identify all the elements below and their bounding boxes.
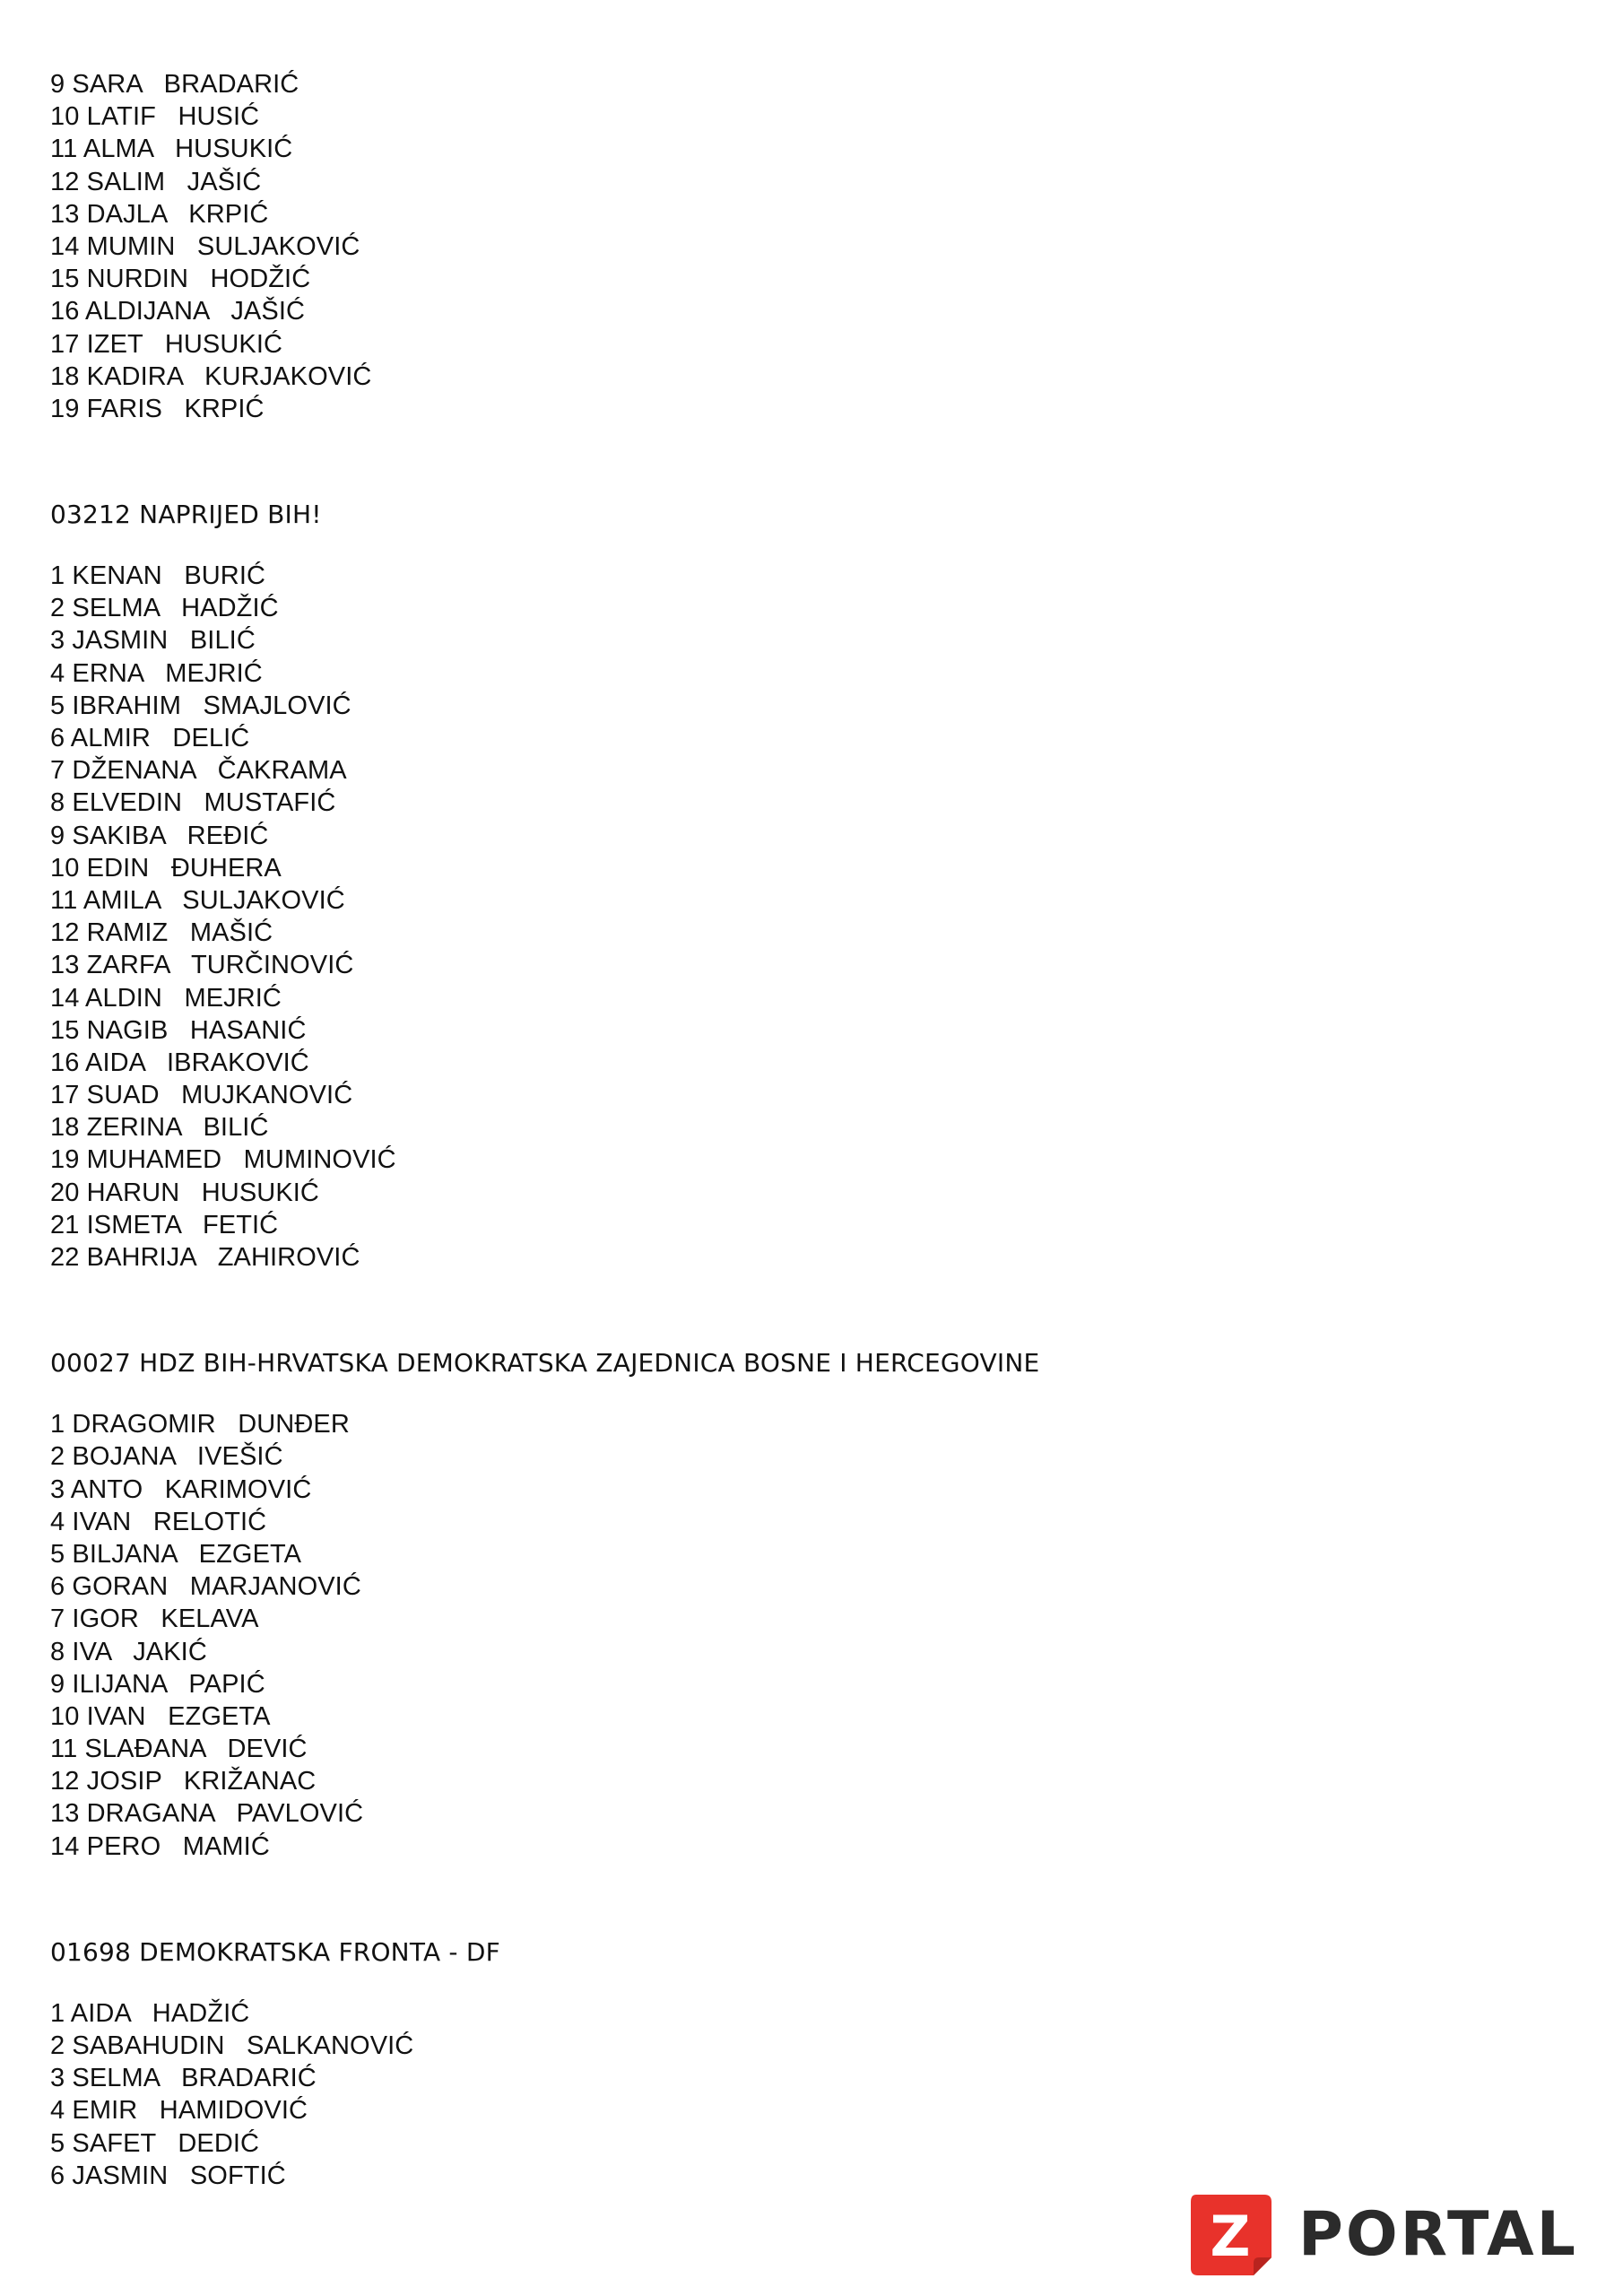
candidate-first-name: ELVEDIN bbox=[72, 788, 183, 818]
candidate-first-name: BOJANA bbox=[72, 1442, 176, 1472]
candidate-last-name: KURJAKOVIĆ bbox=[204, 361, 372, 391]
candidate-number: 9 bbox=[50, 70, 65, 99]
candidate-row bbox=[50, 1014, 1575, 1047]
candidate-row bbox=[50, 1636, 1575, 1668]
candidate-row bbox=[50, 68, 1575, 100]
candidate-first-name: ANTO bbox=[70, 1474, 143, 1504]
candidate-row bbox=[50, 852, 1575, 884]
candidate-row bbox=[50, 263, 1575, 295]
candidate-first-name: AIDA bbox=[85, 1048, 145, 1077]
candidate-first-name: SELMA bbox=[72, 2064, 160, 2093]
candidate-last-name: BRADARIĆ bbox=[181, 2064, 317, 2093]
candidate-row bbox=[50, 657, 1575, 690]
candidate-last-name: MAMIĆ bbox=[182, 1831, 270, 1861]
candidate-first-name: LATIF bbox=[86, 102, 156, 132]
candidate-number: 19 bbox=[50, 394, 80, 423]
candidate-last-name: TURČINOVIĆ bbox=[190, 951, 354, 980]
candidate-first-name: FARIS bbox=[86, 394, 162, 423]
candidate-first-name: ALMIR bbox=[70, 724, 151, 752]
candidate-last-name: JAŠIĆ bbox=[187, 167, 262, 196]
candidate-first-name: ERNA bbox=[72, 658, 143, 688]
candidate-first-name: SALIM bbox=[86, 167, 166, 196]
candidate-last-name: HUSUKIĆ bbox=[175, 135, 293, 164]
candidate-number: 7 bbox=[50, 1605, 65, 1634]
candidate-number: 13 bbox=[50, 951, 80, 980]
candidate-last-name: KRIŽANAC bbox=[183, 1767, 317, 1796]
candidate-number: 18 bbox=[50, 1113, 80, 1143]
candidate-list bbox=[50, 1997, 1575, 2192]
candidate-number: 6 bbox=[50, 1572, 65, 1602]
candidate-number: 2 bbox=[50, 1442, 65, 1472]
candidate-last-name: IBRAKOVIĆ bbox=[167, 1048, 309, 1077]
candidate-row bbox=[50, 1177, 1575, 1209]
candidate-first-name: BAHRIJA bbox=[86, 1243, 196, 1272]
party-section bbox=[50, 499, 1575, 1274]
candidate-number: 17 bbox=[50, 329, 80, 359]
candidate-first-name: SABAHUDIN bbox=[72, 2031, 225, 2060]
candidate-last-name: ČAKRAMA bbox=[217, 756, 347, 786]
candidate-row bbox=[50, 754, 1575, 787]
candidate-row bbox=[50, 1047, 1575, 1079]
candidate-last-name: JAKIĆ bbox=[133, 1637, 207, 1666]
candidate-number: 6 bbox=[50, 2161, 65, 2190]
candidate-row bbox=[50, 1241, 1575, 1274]
candidate-number: 5 bbox=[50, 1539, 65, 1569]
candidate-last-name: RELOTIĆ bbox=[152, 1507, 267, 1536]
candidate-row bbox=[50, 560, 1575, 592]
candidate-first-name: SLAĐANA bbox=[84, 1735, 205, 1764]
candidate-first-name: KENAN bbox=[72, 561, 162, 591]
candidate-last-name: BRADARIĆ bbox=[163, 70, 299, 99]
candidate-first-name: IVAN bbox=[86, 1701, 146, 1731]
candidate-last-name: DUNĐER bbox=[238, 1410, 350, 1439]
candidate-last-name: HODŽIĆ bbox=[210, 265, 311, 294]
candidate-first-name: NAGIB bbox=[86, 1015, 169, 1045]
candidate-last-name: JAŠIĆ bbox=[230, 297, 306, 326]
document-page bbox=[50, 68, 1575, 2192]
candidate-first-name: GORAN bbox=[72, 1572, 169, 1602]
candidate-last-name: ZAHIROVIĆ bbox=[217, 1243, 360, 1272]
candidate-row bbox=[50, 198, 1575, 230]
candidate-last-name: HUSUKIĆ bbox=[164, 329, 283, 359]
candidate-number: 14 bbox=[50, 983, 80, 1013]
candidate-number: 10 bbox=[50, 102, 80, 132]
party-title: 01698 DEMOKRATSKA FRONTA - DF bbox=[50, 1936, 500, 1967]
candidate-last-name: KARIMOVIĆ bbox=[164, 1474, 312, 1504]
candidate-number: 10 bbox=[50, 1701, 80, 1731]
candidate-row bbox=[50, 884, 1575, 917]
candidate-number: 12 bbox=[50, 167, 80, 196]
candidate-first-name: JASMIN bbox=[72, 2161, 169, 2190]
candidate-row bbox=[50, 1765, 1575, 1797]
candidate-last-name: MUSTAFIĆ bbox=[204, 788, 336, 818]
candidate-row bbox=[50, 1408, 1575, 1440]
candidate-last-name: SULJAKOVIĆ bbox=[196, 231, 360, 261]
candidate-number: 15 bbox=[50, 265, 80, 294]
candidate-row bbox=[50, 820, 1575, 852]
candidate-first-name: EDIN bbox=[86, 853, 150, 883]
candidate-row bbox=[50, 1603, 1575, 1635]
candidate-row bbox=[50, 1209, 1575, 1241]
candidate-first-name: ZERINA bbox=[86, 1113, 181, 1143]
candidate-first-name: SAKIBA bbox=[72, 821, 166, 850]
candidate-number: 5 bbox=[50, 691, 65, 720]
candidate-number: 19 bbox=[50, 1145, 80, 1175]
candidate-first-name: DRAGANA bbox=[86, 1799, 215, 1829]
candidate-number: 17 bbox=[50, 1081, 80, 1110]
candidate-first-name: JASMIN bbox=[72, 626, 169, 656]
candidate-number: 21 bbox=[50, 1210, 80, 1239]
candidate-number: 10 bbox=[50, 853, 80, 883]
candidate-last-name: PAPIĆ bbox=[188, 1669, 265, 1699]
candidate-first-name: PERO bbox=[86, 1831, 161, 1861]
candidate-row bbox=[50, 1474, 1575, 1506]
candidate-first-name: MUMIN bbox=[86, 231, 176, 261]
candidate-first-name: DRAGOMIR bbox=[72, 1410, 216, 1439]
candidate-number: 11 bbox=[50, 135, 78, 164]
candidate-number: 3 bbox=[50, 1474, 65, 1504]
candidate-first-name: SAFET bbox=[72, 2128, 156, 2158]
candidate-number: 20 bbox=[50, 1178, 80, 1207]
candidate-row bbox=[50, 1144, 1575, 1176]
candidate-number: 8 bbox=[50, 1637, 65, 1666]
candidate-number: 9 bbox=[50, 821, 65, 850]
logo-mark-letter: Z bbox=[1210, 2204, 1251, 2269]
candidate-row bbox=[50, 166, 1575, 198]
candidate-first-name: AMILA bbox=[82, 885, 161, 915]
candidate-first-name: ALDIN bbox=[85, 983, 162, 1013]
candidate-last-name: HADŽIĆ bbox=[181, 594, 279, 623]
candidate-number: 13 bbox=[50, 1799, 80, 1829]
candidate-first-name: MUHAMED bbox=[86, 1145, 222, 1175]
candidate-number: 15 bbox=[50, 1015, 80, 1045]
candidate-first-name: IGOR bbox=[72, 1605, 139, 1634]
candidate-row bbox=[50, 787, 1575, 819]
candidate-row bbox=[50, 133, 1575, 165]
candidate-last-name: MUMINOVIĆ bbox=[243, 1145, 396, 1175]
candidate-row bbox=[50, 2030, 1575, 2062]
candidate-number: 8 bbox=[50, 788, 65, 818]
candidate-number: 16 bbox=[50, 297, 80, 326]
candidate-row bbox=[50, 1797, 1575, 1830]
candidate-last-name: DEVIĆ bbox=[227, 1735, 308, 1764]
candidate-last-name: MAŠIĆ bbox=[189, 918, 273, 948]
candidate-last-name: DEDIĆ bbox=[178, 2128, 260, 2158]
candidate-last-name: BILIĆ bbox=[203, 1113, 269, 1143]
candidate-row bbox=[50, 624, 1575, 657]
candidate-row bbox=[50, 1668, 1575, 1700]
candidate-first-name: JOSIP bbox=[86, 1767, 162, 1796]
candidate-first-name: ALMA bbox=[82, 135, 153, 164]
candidate-number: 16 bbox=[50, 1048, 80, 1077]
candidate-number: 7 bbox=[50, 756, 65, 786]
candidate-last-name: SMAJLOVIĆ bbox=[203, 691, 352, 720]
candidate-last-name: HUSUKIĆ bbox=[201, 1178, 319, 1207]
candidate-row bbox=[50, 2094, 1575, 2126]
candidate-first-name: DŽENANA bbox=[72, 756, 196, 786]
candidate-first-name: IZET bbox=[86, 329, 143, 359]
candidate-first-name: KADIRA bbox=[86, 361, 183, 391]
candidate-list bbox=[50, 1408, 1575, 1863]
continued-candidate-list bbox=[50, 68, 1575, 425]
candidate-last-name: SOFTIĆ bbox=[189, 2161, 286, 2190]
candidate-row bbox=[50, 722, 1575, 754]
candidate-number: 13 bbox=[50, 199, 80, 229]
candidate-row bbox=[50, 328, 1575, 361]
candidate-first-name: BILJANA bbox=[72, 1539, 178, 1569]
candidate-last-name: EZGETA bbox=[168, 1701, 271, 1731]
candidate-number: 1 bbox=[50, 561, 65, 591]
candidate-last-name: MEJRIĆ bbox=[184, 983, 282, 1013]
candidate-row bbox=[50, 917, 1575, 949]
candidate-row bbox=[50, 100, 1575, 133]
candidate-first-name: EMIR bbox=[72, 2096, 138, 2126]
candidate-row bbox=[50, 2127, 1575, 2160]
candidate-row bbox=[50, 1733, 1575, 1765]
candidate-first-name: NURDIN bbox=[86, 265, 189, 294]
candidate-number: 14 bbox=[50, 1831, 80, 1861]
candidate-row bbox=[50, 949, 1575, 981]
candidate-number: 12 bbox=[50, 918, 80, 948]
candidate-first-name: ISMETA bbox=[86, 1210, 181, 1239]
candidate-first-name: HARUN bbox=[86, 1178, 180, 1207]
candidate-number: 1 bbox=[50, 1410, 65, 1439]
candidate-row bbox=[50, 2062, 1575, 2094]
candidate-last-name: SALKANOVIĆ bbox=[247, 2031, 414, 2060]
candidate-first-name: IBRAHIM bbox=[72, 691, 181, 720]
candidate-number: 2 bbox=[50, 2031, 65, 2060]
party-title: 03212 NAPRIJED BIH! bbox=[50, 500, 322, 530]
candidate-first-name: ILIJANA bbox=[72, 1669, 167, 1699]
candidate-last-name: KELAVA bbox=[161, 1605, 259, 1634]
candidate-last-name: DELIĆ bbox=[172, 724, 250, 752]
candidate-last-name: KRPIĆ bbox=[188, 199, 269, 229]
candidate-first-name: IVAN bbox=[72, 1507, 132, 1536]
candidate-number: 22 bbox=[50, 1243, 80, 1272]
candidate-number: 4 bbox=[50, 658, 65, 688]
candidate-first-name: SELMA bbox=[72, 594, 160, 623]
candidate-number: 11 bbox=[50, 885, 78, 915]
candidate-number: 2 bbox=[50, 594, 65, 623]
candidate-first-name: IVA bbox=[72, 1637, 111, 1666]
candidate-last-name: KRPIĆ bbox=[184, 394, 265, 423]
candidate-row bbox=[50, 1997, 1575, 2030]
candidate-number: 12 bbox=[50, 1767, 80, 1796]
candidate-number: 5 bbox=[50, 2128, 65, 2158]
candidate-last-name: BURIĆ bbox=[184, 561, 266, 591]
candidate-last-name: BILIĆ bbox=[189, 626, 256, 656]
party-section bbox=[50, 1936, 1575, 2192]
z-logo-icon bbox=[1189, 2193, 1273, 2277]
candidate-number: 14 bbox=[50, 231, 80, 261]
logo-text: PORTAL bbox=[1298, 2199, 1579, 2270]
candidate-row bbox=[50, 1079, 1575, 1111]
candidate-last-name: SULJAKOVIĆ bbox=[182, 885, 345, 915]
candidate-last-name: HAMIDOVIĆ bbox=[159, 2096, 308, 2126]
candidate-last-name: REĐIĆ bbox=[187, 821, 269, 850]
candidate-row bbox=[50, 1538, 1575, 1570]
candidate-first-name: DAJLA bbox=[86, 199, 167, 229]
candidate-first-name: RAMIZ bbox=[86, 918, 169, 948]
candidate-row bbox=[50, 361, 1575, 393]
z-portal-logo bbox=[1189, 2192, 1579, 2278]
candidate-first-name: ALDIJANA bbox=[85, 297, 209, 326]
candidate-last-name: HUSIĆ bbox=[178, 102, 260, 132]
candidate-last-name: FETIĆ bbox=[202, 1210, 279, 1239]
candidate-row bbox=[50, 1506, 1575, 1538]
candidate-row bbox=[50, 1831, 1575, 1863]
candidate-number: 3 bbox=[50, 2064, 65, 2093]
candidate-number: 4 bbox=[50, 2096, 65, 2126]
candidate-list bbox=[50, 560, 1575, 1274]
candidate-row bbox=[50, 393, 1575, 425]
candidate-first-name: AIDA bbox=[70, 1998, 131, 2028]
candidate-last-name: HADŽIĆ bbox=[152, 1998, 250, 2028]
candidate-number: 6 bbox=[50, 724, 65, 752]
party-sections bbox=[50, 499, 1575, 2192]
candidate-row bbox=[50, 2160, 1575, 2192]
candidate-number: 9 bbox=[50, 1669, 65, 1699]
candidate-first-name: ZARFA bbox=[86, 951, 169, 980]
party-title: 00027 HDZ BIH-HRVATSKA DEMOKRATSKA ZAJEDNICA BOSNE I HERCEGOVINE bbox=[50, 1348, 1040, 1378]
candidate-row bbox=[50, 1440, 1575, 1473]
candidate-row bbox=[50, 230, 1575, 263]
candidate-first-name: SUAD bbox=[86, 1081, 160, 1110]
candidate-row bbox=[50, 295, 1575, 327]
candidate-first-name: SARA bbox=[72, 70, 143, 99]
candidate-last-name: EZGETA bbox=[198, 1539, 302, 1569]
candidate-last-name: MEJRIĆ bbox=[165, 658, 263, 688]
candidate-row bbox=[50, 982, 1575, 1014]
candidate-number: 11 bbox=[50, 1735, 78, 1764]
candidate-row bbox=[50, 1570, 1575, 1603]
party-section bbox=[50, 1347, 1575, 1863]
candidate-last-name: ĐUHERA bbox=[170, 853, 282, 883]
candidate-number: 3 bbox=[50, 626, 65, 656]
candidate-number: 1 bbox=[50, 1998, 65, 2028]
candidate-last-name: PAVLOVIĆ bbox=[236, 1799, 364, 1829]
candidate-row bbox=[50, 1700, 1575, 1733]
candidate-row bbox=[50, 1111, 1575, 1144]
candidate-last-name: MARJANOVIĆ bbox=[189, 1572, 361, 1602]
candidate-number: 4 bbox=[50, 1507, 65, 1536]
candidate-row bbox=[50, 592, 1575, 624]
candidate-number: 18 bbox=[50, 361, 80, 391]
candidate-last-name: HASANIĆ bbox=[189, 1015, 307, 1045]
candidate-row bbox=[50, 690, 1575, 722]
candidate-last-name: IVEŠIĆ bbox=[196, 1442, 283, 1472]
candidate-last-name: MUJKANOVIĆ bbox=[181, 1081, 353, 1110]
